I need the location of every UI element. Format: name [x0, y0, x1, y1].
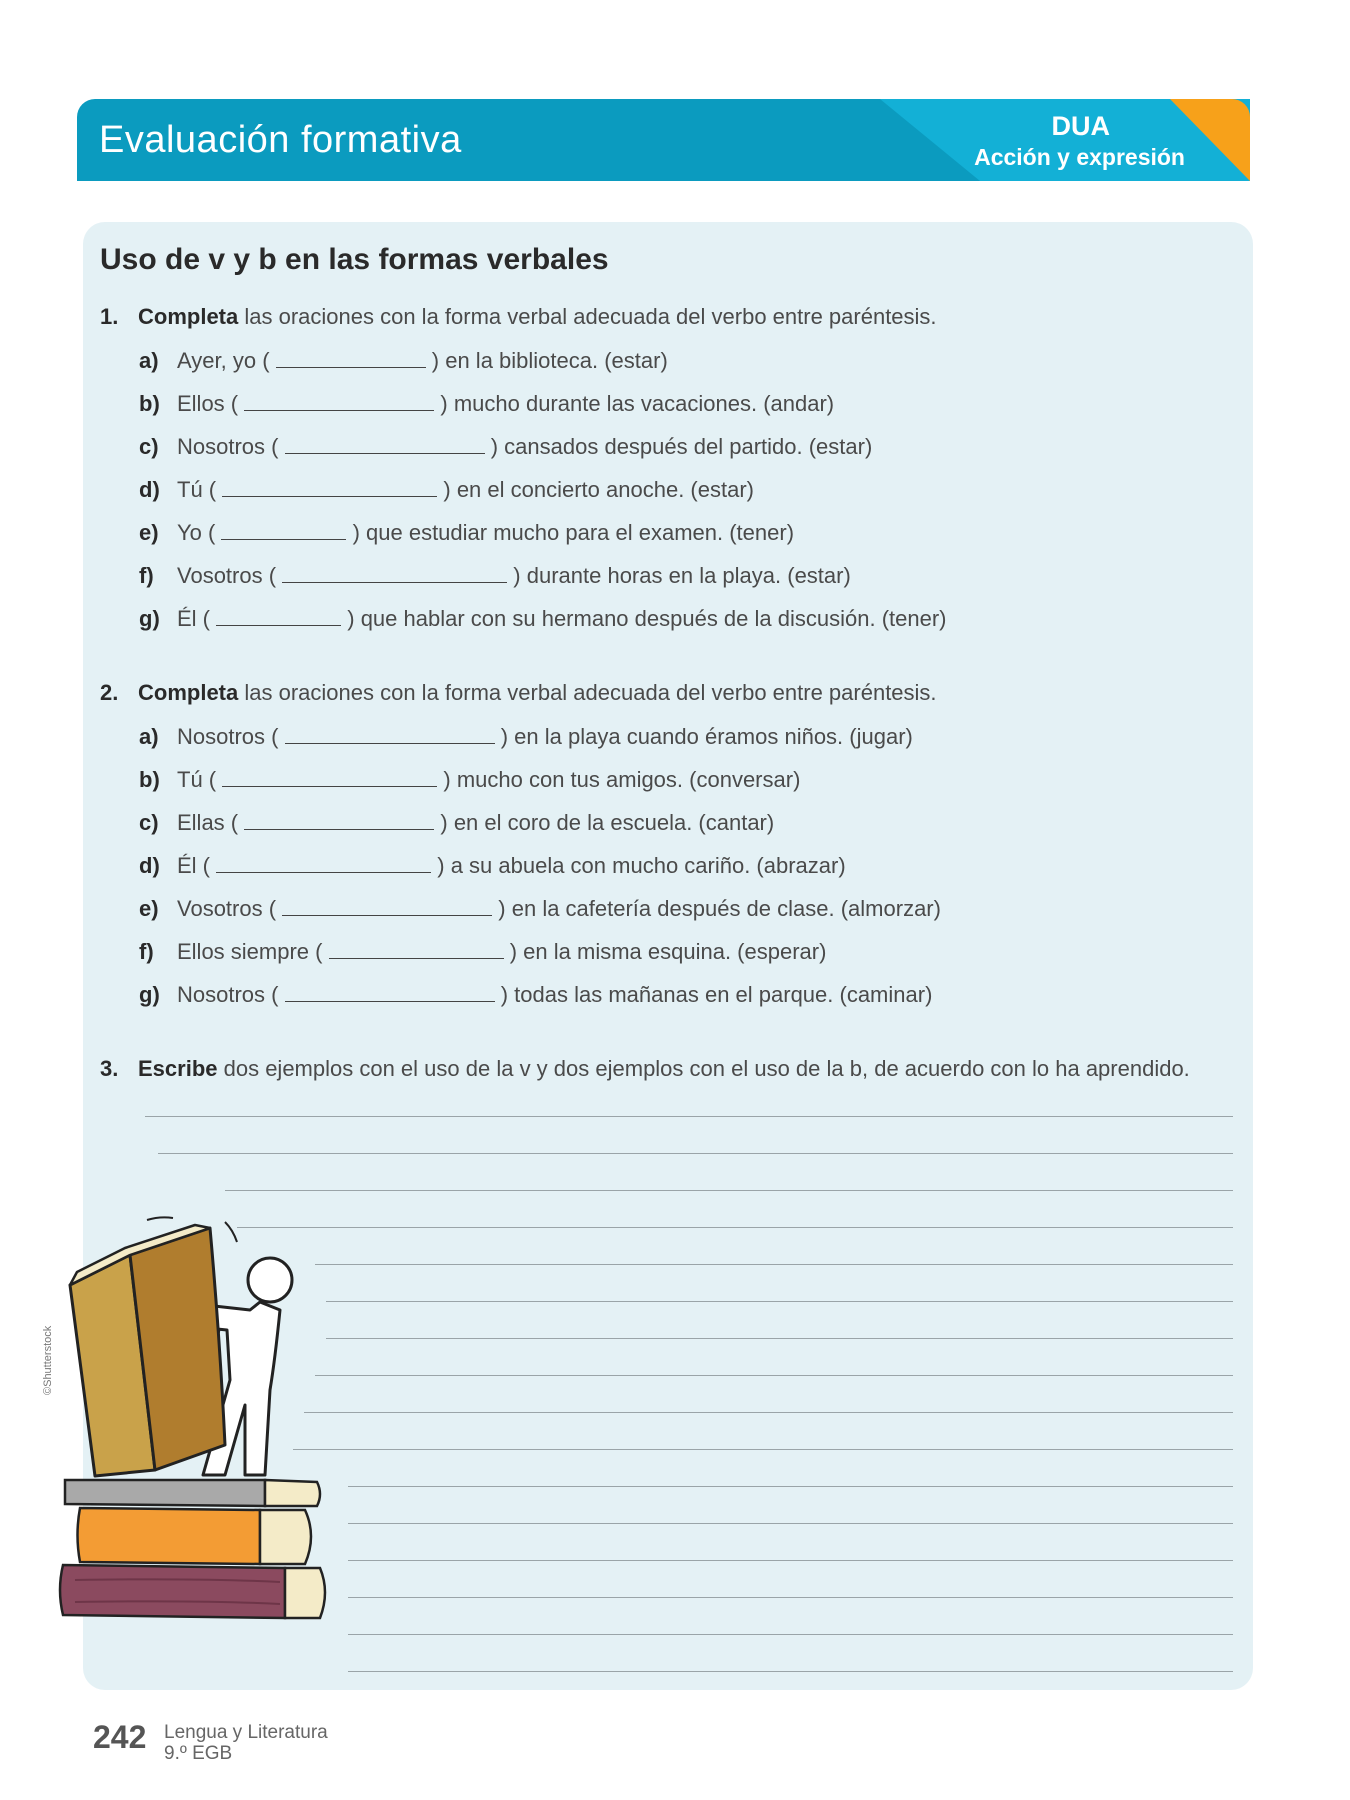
- writing-line[interactable]: [315, 1264, 1233, 1265]
- item-before: Yo (: [177, 520, 216, 545]
- q2-item-e: [139, 895, 941, 922]
- writing-line[interactable]: [315, 1375, 1233, 1376]
- item-before: Ellas (: [177, 810, 239, 835]
- answer-blank[interactable]: [244, 809, 434, 830]
- item-before: Ellos (: [177, 391, 239, 416]
- book-grey: [65, 1480, 320, 1506]
- books-figure-illustration: [55, 1210, 345, 1630]
- answer-blank[interactable]: [222, 476, 437, 497]
- item-after: ) que estudiar mucho para el examen. (tener): [352, 520, 795, 545]
- question-text: dos ejemplos con el uso de la v y dos ejemplos con el uso de la b, de acuerdo con lo ha aprendido.: [217, 1056, 1190, 1081]
- item-letter: d): [139, 477, 160, 502]
- item-after: ) en el coro de la escuela. (cantar): [440, 810, 775, 835]
- item-letter: d): [139, 853, 160, 878]
- item-letter: g): [139, 982, 160, 1007]
- header-banner: [77, 99, 1250, 181]
- footer-grade: 9.º EGB: [164, 1743, 233, 1764]
- section-title: Uso de v y b en las formas verbales: [100, 243, 609, 276]
- image-credit: ©Shutterstock: [42, 1325, 54, 1395]
- question-1: [100, 304, 937, 330]
- item-letter: c): [139, 810, 159, 835]
- q1-item-b: [139, 390, 834, 417]
- item-before: Vosotros (: [177, 563, 277, 588]
- q1-item-g: [139, 605, 947, 632]
- item-after: ) durante horas en la playa. (estar): [513, 563, 851, 588]
- book-orange: [78, 1508, 312, 1564]
- item-after: ) mucho durante las vacaciones. (andar): [440, 391, 835, 416]
- answer-blank[interactable]: [222, 766, 437, 787]
- item-after: ) que hablar con su hermano después de la discusión. (tener): [347, 606, 947, 631]
- item-after: ) en la cafetería después de clase. (almorzar): [498, 896, 941, 921]
- question-verb: Completa: [138, 304, 239, 329]
- item-after: ) en la biblioteca. (estar): [431, 348, 668, 373]
- question-3: [100, 1056, 1190, 1082]
- writing-line[interactable]: [145, 1116, 1233, 1117]
- writing-line[interactable]: [326, 1301, 1233, 1302]
- question-2: [100, 680, 937, 706]
- page-number: 242: [93, 1719, 147, 1755]
- q2-item-c: [139, 809, 774, 836]
- question-verb: Escribe: [138, 1056, 218, 1081]
- item-letter: a): [139, 348, 159, 373]
- writing-line[interactable]: [293, 1449, 1233, 1450]
- item-letter: e): [139, 520, 159, 545]
- question-number: 3.: [100, 1056, 119, 1081]
- answer-blank[interactable]: [282, 562, 507, 583]
- answer-blank[interactable]: [285, 981, 495, 1002]
- item-before: Nosotros (: [177, 982, 279, 1007]
- item-letter: c): [139, 434, 159, 459]
- item-letter: g): [139, 606, 160, 631]
- q1-item-d: [139, 476, 754, 503]
- item-before: Nosotros (: [177, 434, 279, 459]
- item-letter: a): [139, 724, 159, 749]
- question-verb: Completa: [138, 680, 239, 705]
- item-before: Ellos siempre (: [177, 939, 323, 964]
- q2-item-b: [139, 766, 800, 793]
- question-text: las oraciones con la forma verbal adecuada del verbo entre paréntesis.: [238, 304, 937, 329]
- page-title: Evaluación formativa: [99, 119, 462, 161]
- writing-line[interactable]: [237, 1227, 1233, 1228]
- answer-blank[interactable]: [329, 938, 504, 959]
- item-letter: e): [139, 896, 159, 921]
- question-text: las oraciones con la forma verbal adecuada del verbo entre paréntesis.: [238, 680, 937, 705]
- writing-line[interactable]: [158, 1153, 1233, 1154]
- writing-line[interactable]: [348, 1523, 1233, 1524]
- item-before: Ayer, yo (: [177, 348, 270, 373]
- book-maroon: [60, 1565, 325, 1618]
- dua-badge-subtitle: Acción y expresión: [974, 144, 1185, 170]
- q2-item-a: [139, 723, 913, 750]
- item-after: ) en el concierto anoche. (estar): [443, 477, 754, 502]
- question-number: 2.: [100, 680, 119, 705]
- answer-blank[interactable]: [285, 723, 495, 744]
- answer-blank[interactable]: [285, 433, 485, 454]
- item-letter: b): [139, 391, 160, 416]
- item-after: ) en la playa cuando éramos niños. (jugar): [500, 724, 913, 749]
- item-after: ) a su abuela con mucho cariño. (abrazar): [437, 853, 846, 878]
- item-letter: f): [139, 563, 154, 588]
- q2-item-f: [139, 938, 826, 965]
- q2-item-g: [139, 981, 932, 1008]
- answer-blank[interactable]: [216, 605, 341, 626]
- item-before: Nosotros (: [177, 724, 279, 749]
- question-number: 1.: [100, 304, 119, 329]
- dua-badge-title: DUA: [1051, 111, 1110, 141]
- item-letter: f): [139, 939, 154, 964]
- big-book: [70, 1217, 237, 1476]
- answer-blank[interactable]: [221, 519, 346, 540]
- item-before: Él (: [177, 853, 210, 878]
- q1-item-a: [139, 347, 668, 374]
- q1-item-f: [139, 562, 851, 589]
- item-letter: b): [139, 767, 160, 792]
- writing-line[interactable]: [348, 1597, 1233, 1598]
- writing-line[interactable]: [304, 1412, 1233, 1413]
- writing-line[interactable]: [348, 1634, 1233, 1635]
- item-before: Él (: [177, 606, 210, 631]
- item-before: Tú (: [177, 477, 217, 502]
- q1-item-e: [139, 519, 794, 546]
- q2-item-d: [139, 852, 846, 879]
- answer-blank[interactable]: [282, 895, 492, 916]
- answer-blank[interactable]: [276, 347, 426, 368]
- item-before: Tú (: [177, 767, 217, 792]
- answer-blank[interactable]: [216, 852, 431, 873]
- writing-line[interactable]: [348, 1486, 1233, 1487]
- q1-item-c: [139, 433, 872, 460]
- writing-line[interactable]: [348, 1671, 1233, 1672]
- writing-line[interactable]: [225, 1190, 1233, 1191]
- item-before: Vosotros (: [177, 896, 277, 921]
- footer-subject: Lengua y Literatura: [164, 1722, 328, 1743]
- item-after: ) en la misma esquina. (esperar): [509, 939, 827, 964]
- writing-line[interactable]: [348, 1560, 1233, 1561]
- item-after: ) cansados después del partido. (estar): [490, 434, 873, 459]
- writing-line[interactable]: [326, 1338, 1233, 1339]
- item-after: ) todas las mañanas en el parque. (caminar): [500, 982, 933, 1007]
- answer-blank[interactable]: [244, 390, 434, 411]
- item-after: ) mucho con tus amigos. (conversar): [443, 767, 801, 792]
